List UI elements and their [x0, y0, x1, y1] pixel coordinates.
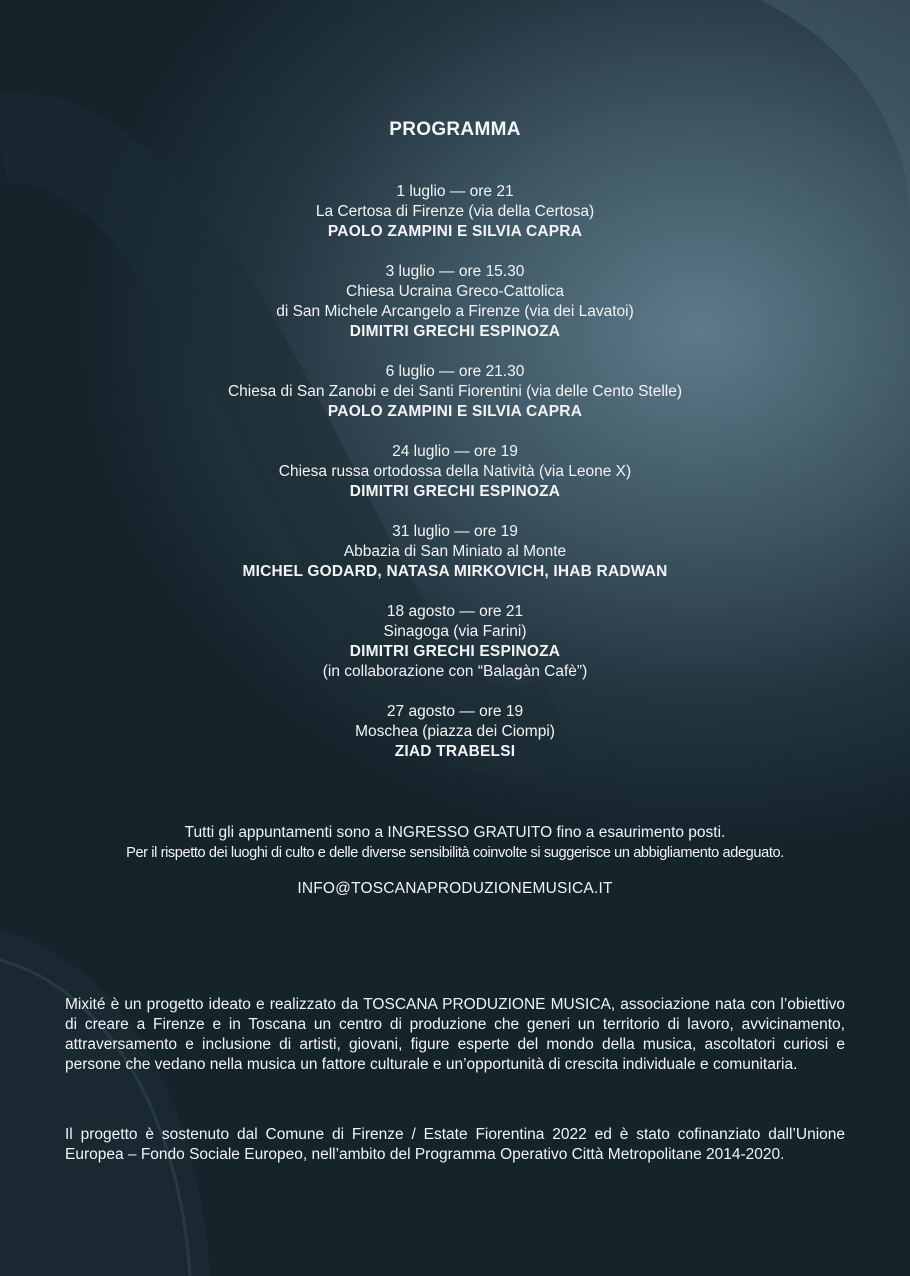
event-date-time: 24 luglio — ore 19 [392, 443, 518, 460]
event-date-time: 27 agosto — ore 19 [386, 703, 524, 720]
event-date-time: 31 luglio — ore 19 [392, 523, 518, 540]
contact-email: INFO@TOSCANAPRODUZIONEMUSICA.IT [297, 880, 613, 897]
event-venue: La Certosa di Firenze (via della Certosa) [315, 203, 595, 220]
event-3 [0, 362, 910, 422]
event-venue: Chiesa di San Zanobi e dei Santi Fiorentini (via delle Cento Stelle) [227, 383, 683, 400]
events-list [0, 182, 910, 782]
admission-notice [0, 823, 910, 863]
event-date-time: 3 luglio — ore 15.30 [385, 263, 525, 280]
event-venue-line2: di San Michele Arcangelo a Firenze (via dei Lavatoi) [276, 303, 634, 320]
event-6 [0, 602, 910, 682]
free-admission-text: Tutti gli appuntamenti sono a INGRESSO GRATUITO fino a esaurimento posti. [184, 824, 726, 841]
event-date-time: 18 agosto — ore 21 [386, 603, 524, 620]
event-date-time: 6 luglio — ore 21.30 [385, 363, 525, 380]
event-4 [0, 442, 910, 502]
event-artist: DIMITRI GRECHI ESPINOZA [349, 643, 561, 660]
event-artist: PAOLO ZAMPINI E SILVIA CAPRA [327, 403, 583, 420]
event-note: (in collaborazione con “Balagàn Cafè”) [322, 663, 588, 680]
event-venue: Moschea (piazza dei Ciompi) [355, 723, 555, 740]
event-venue: Sinagoga (via Farini) [383, 623, 527, 640]
funding-statement: Il progetto è sostenuto dal Comune di Firenze / Estate Fiorentina 2022 ed è stato cofinanziato dall’Unione Europea – Fondo Sociale Europeo, nell’ambito del Programma Operativo Città Metropolitane 2014-2020. [65, 1126, 845, 1163]
event-artist: PAOLO ZAMPINI E SILVIA CAPRA [327, 223, 583, 240]
event-2 [0, 262, 910, 342]
event-venue: Chiesa russa ortodossa della Natività (via Leone X) [278, 463, 632, 480]
event-venue: Abbazia di San Miniato al Monte [343, 543, 567, 560]
event-venue: Chiesa Ucraina Greco-Cattolica [346, 283, 564, 300]
event-5 [0, 522, 910, 582]
event-artist: ZIAD TRABELSI [394, 743, 516, 760]
event-artist: MICHEL GODARD, NATASA MIRKOVICH, IHAB RADWAN [242, 563, 668, 580]
program-heading: PROGRAMMA [389, 119, 521, 140]
event-1 [0, 182, 910, 242]
event-artist: DIMITRI GRECHI ESPINOZA [349, 483, 561, 500]
event-date-time: 1 luglio — ore 21 [396, 183, 514, 200]
event-artist: DIMITRI GRECHI ESPINOZA [349, 323, 561, 340]
event-7 [0, 702, 910, 762]
dress-code-text: Per il rispetto dei luoghi di culto e delle diverse sensibilità coinvolte si suggerisce un abbigliamento adeguato. [126, 845, 784, 861]
project-description: Mixité è un progetto ideato e realizzato da TOSCANA PRODUZIONE MUSICA, associazione nata con l’obiettivo di creare a Firenze e in Toscana un centro di produzione che generi un territorio di lavoro, avvicinamento, attraversamento e inclusione di artisti, giovani, figure esperte del mondo della musica, ascoltatori curiosi e persone che vedano nella musica un fattore culturale e un’opportunità di crescita individuale e comunitaria. [65, 996, 845, 1073]
